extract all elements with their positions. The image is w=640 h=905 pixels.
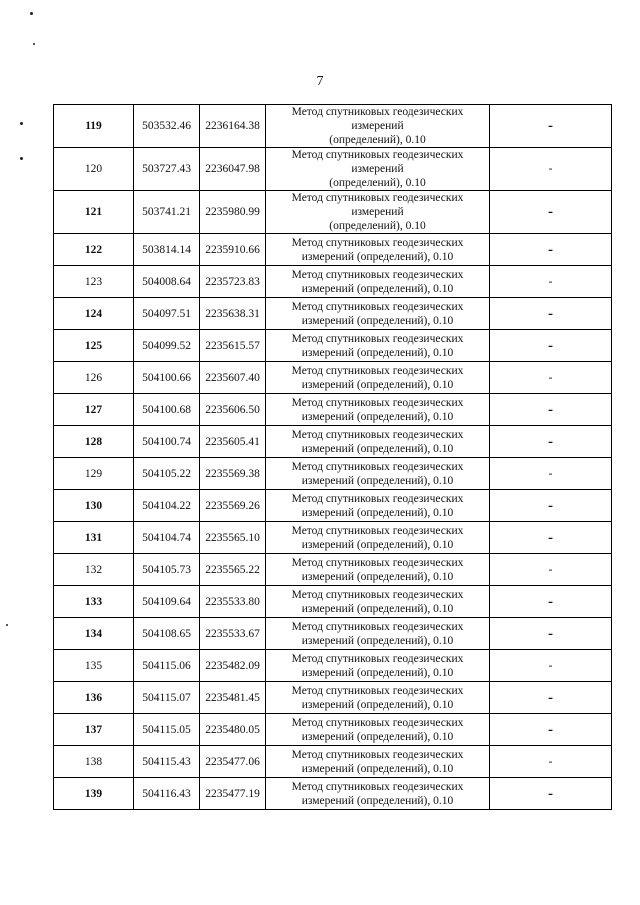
method-cell: [266, 586, 490, 618]
y-coordinate: 2235910.66: [200, 234, 266, 266]
point-number: 119: [54, 105, 134, 148]
table-row: [54, 554, 612, 586]
method-line-2: (определений), 0.10: [329, 177, 426, 189]
page-number: 7: [316, 74, 324, 89]
table-row: [54, 362, 612, 394]
description-cell: -: [490, 298, 612, 330]
method-line-2: измерений (определений), 0.10: [301, 570, 454, 583]
description-cell: -: [490, 362, 612, 394]
x-coordinate: 504115.07: [134, 682, 200, 714]
method-cell: [266, 522, 490, 554]
table-row: [54, 330, 612, 362]
method-cell: [266, 682, 490, 714]
x-coordinate: 504099.52: [134, 330, 200, 362]
method-cell: [266, 394, 490, 426]
method-line-1: Метод спутниковых геодезических измерений: [291, 192, 464, 218]
y-coordinate: 2235606.50: [200, 394, 266, 426]
description-cell: -: [490, 778, 612, 810]
x-coordinate: 503741.21: [134, 191, 200, 234]
scan-speck: [20, 157, 23, 160]
method-line-1: Метод спутниковых геодезических: [291, 780, 464, 793]
method-line-2: измерений (определений), 0.10: [301, 666, 454, 679]
description-cell: -: [490, 554, 612, 586]
x-coordinate: 504108.65: [134, 618, 200, 650]
method-line-1: Метод спутниковых геодезических: [291, 652, 464, 665]
description-cell: -: [490, 618, 612, 650]
scan-speck: [6, 624, 8, 626]
description-cell: -: [490, 522, 612, 554]
point-number: 135: [54, 650, 134, 682]
method-line-1: Метод спутниковых геодезических: [291, 236, 464, 249]
table-row: [54, 426, 612, 458]
table-row: [54, 394, 612, 426]
point-number: 132: [54, 554, 134, 586]
method-cell: [266, 746, 490, 778]
y-coordinate: 2235615.57: [200, 330, 266, 362]
method-line-1: Метод спутниковых геодезических: [291, 428, 464, 441]
table-row: [54, 234, 612, 266]
method-cell: [266, 234, 490, 266]
method-line-1: Метод спутниковых геодезических: [291, 364, 464, 377]
method-cell: [266, 191, 490, 234]
method-cell: [266, 266, 490, 298]
table-row: [54, 682, 612, 714]
y-coordinate: 2235569.38: [200, 458, 266, 490]
table-row: [54, 714, 612, 746]
scan-speck: [30, 12, 33, 15]
method-line-1: Метод спутниковых геодезических измерений: [291, 106, 464, 132]
method-cell: [266, 618, 490, 650]
x-coordinate: 504100.68: [134, 394, 200, 426]
method-line-2: (определений), 0.10: [329, 220, 426, 232]
x-coordinate: 504104.22: [134, 490, 200, 522]
method-cell: [266, 490, 490, 522]
coordinates-table-body: [54, 105, 612, 810]
description-cell: -: [490, 714, 612, 746]
y-coordinate: 2235533.67: [200, 618, 266, 650]
scan-speck: [33, 43, 35, 45]
method-line-2: (определений), 0.10: [329, 134, 426, 146]
description-cell: -: [490, 105, 612, 148]
y-coordinate: 2235565.10: [200, 522, 266, 554]
method-cell: [266, 105, 490, 148]
y-coordinate: 2235980.99: [200, 191, 266, 234]
method-line-2: измерений (определений), 0.10: [301, 282, 454, 295]
method-line-2: измерений (определений), 0.10: [301, 378, 454, 391]
method-line-2: измерений (определений), 0.10: [301, 634, 454, 647]
x-coordinate: 503532.46: [134, 105, 200, 148]
method-line-1: Метод спутниковых геодезических: [291, 620, 464, 633]
method-cell: [266, 778, 490, 810]
table-row: [54, 490, 612, 522]
description-cell: -: [490, 266, 612, 298]
x-coordinate: 504109.64: [134, 586, 200, 618]
point-number: 137: [54, 714, 134, 746]
y-coordinate: 2235481.45: [200, 682, 266, 714]
table-row: [54, 105, 612, 148]
method-line-1: Метод спутниковых геодезических: [291, 300, 464, 313]
description-cell: -: [490, 586, 612, 618]
method-line-2: измерений (определений), 0.10: [301, 698, 454, 711]
method-line-1: Метод спутниковых геодезических: [291, 556, 464, 569]
method-line-1: Метод спутниковых геодезических измерений: [291, 149, 464, 175]
table-row: [54, 618, 612, 650]
table-row: [54, 586, 612, 618]
y-coordinate: 2236164.38: [200, 105, 266, 148]
point-number: 126: [54, 362, 134, 394]
method-cell: [266, 362, 490, 394]
table-row: [54, 746, 612, 778]
method-cell: [266, 148, 490, 191]
method-cell: [266, 554, 490, 586]
y-coordinate: 2235607.40: [200, 362, 266, 394]
point-number: 129: [54, 458, 134, 490]
point-number: 134: [54, 618, 134, 650]
point-number: 125: [54, 330, 134, 362]
y-coordinate: 2235482.09: [200, 650, 266, 682]
method-line-1: Метод спутниковых геодезических: [291, 748, 464, 761]
table-row: [54, 191, 612, 234]
method-line-1: Метод спутниковых геодезических: [291, 460, 464, 473]
method-line-1: Метод спутниковых геодезических: [291, 492, 464, 505]
point-number: 127: [54, 394, 134, 426]
y-coordinate: 2235477.19: [200, 778, 266, 810]
method-line-2: измерений (определений), 0.10: [301, 730, 454, 743]
x-coordinate: 504100.74: [134, 426, 200, 458]
point-number: 124: [54, 298, 134, 330]
description-cell: -: [490, 426, 612, 458]
method-cell: [266, 426, 490, 458]
description-cell: -: [490, 191, 612, 234]
point-number: 133: [54, 586, 134, 618]
description-cell: -: [490, 234, 612, 266]
method-line-2: измерений (определений), 0.10: [301, 250, 454, 263]
x-coordinate: 504104.74: [134, 522, 200, 554]
x-coordinate: 504115.43: [134, 746, 200, 778]
x-coordinate: 503727.43: [134, 148, 200, 191]
table-row: [54, 148, 612, 191]
x-coordinate: 504105.22: [134, 458, 200, 490]
description-cell: -: [490, 650, 612, 682]
y-coordinate: 2235638.31: [200, 298, 266, 330]
method-line-2: измерений (определений), 0.10: [301, 314, 454, 327]
y-coordinate: 2235480.05: [200, 714, 266, 746]
method-cell: [266, 714, 490, 746]
table-row: [54, 298, 612, 330]
description-cell: -: [490, 394, 612, 426]
table-row: [54, 650, 612, 682]
x-coordinate: 504008.64: [134, 266, 200, 298]
table-row: [54, 458, 612, 490]
y-coordinate: 2235477.06: [200, 746, 266, 778]
x-coordinate: 504100.66: [134, 362, 200, 394]
point-number: 139: [54, 778, 134, 810]
method-cell: [266, 458, 490, 490]
x-coordinate: 504097.51: [134, 298, 200, 330]
y-coordinate: 2236047.98: [200, 148, 266, 191]
table-row: [54, 778, 612, 810]
y-coordinate: 2235533.80: [200, 586, 266, 618]
method-line-2: измерений (определений), 0.10: [301, 410, 454, 423]
method-cell: [266, 330, 490, 362]
method-line-2: измерений (определений), 0.10: [301, 602, 454, 615]
point-number: 120: [54, 148, 134, 191]
point-number: 123: [54, 266, 134, 298]
method-line-1: Метод спутниковых геодезических: [291, 716, 464, 729]
method-line-2: измерений (определений), 0.10: [301, 538, 454, 551]
description-cell: -: [490, 746, 612, 778]
y-coordinate: 2235565.22: [200, 554, 266, 586]
point-number: 138: [54, 746, 134, 778]
y-coordinate: 2235569.26: [200, 490, 266, 522]
description-cell: -: [490, 330, 612, 362]
table-row: [54, 522, 612, 554]
method-line-1: Метод спутниковых геодезических: [291, 268, 464, 281]
method-cell: [266, 650, 490, 682]
method-line-2: измерений (определений), 0.10: [301, 794, 454, 807]
y-coordinate: 2235605.41: [200, 426, 266, 458]
scan-speck: [20, 122, 23, 125]
y-coordinate: 2235723.83: [200, 266, 266, 298]
description-cell: -: [490, 490, 612, 522]
method-line-1: Метод спутниковых геодезических: [291, 524, 464, 537]
method-line-1: Метод спутниковых геодезических: [291, 332, 464, 345]
x-coordinate: 504105.73: [134, 554, 200, 586]
method-line-2: измерений (определений), 0.10: [301, 506, 454, 519]
method-line-1: Метод спутниковых геодезических: [291, 684, 464, 697]
method-line-1: Метод спутниковых геодезических: [291, 396, 464, 409]
x-coordinate: 504115.06: [134, 650, 200, 682]
description-cell: -: [490, 458, 612, 490]
point-number: 121: [54, 191, 134, 234]
table-row: [54, 266, 612, 298]
point-number: 131: [54, 522, 134, 554]
method-line-2: измерений (определений), 0.10: [301, 346, 454, 359]
description-cell: -: [490, 682, 612, 714]
coordinates-table: [53, 104, 612, 810]
method-line-2: измерений (определений), 0.10: [301, 474, 454, 487]
method-line-2: измерений (определений), 0.10: [301, 762, 454, 775]
method-line-1: Метод спутниковых геодезических: [291, 588, 464, 601]
point-number: 128: [54, 426, 134, 458]
x-coordinate: 504115.05: [134, 714, 200, 746]
x-coordinate: 503814.14: [134, 234, 200, 266]
point-number: 130: [54, 490, 134, 522]
point-number: 122: [54, 234, 134, 266]
point-number: 136: [54, 682, 134, 714]
method-line-2: измерений (определений), 0.10: [301, 442, 454, 455]
method-cell: [266, 298, 490, 330]
description-cell: -: [490, 148, 612, 191]
x-coordinate: 504116.43: [134, 778, 200, 810]
